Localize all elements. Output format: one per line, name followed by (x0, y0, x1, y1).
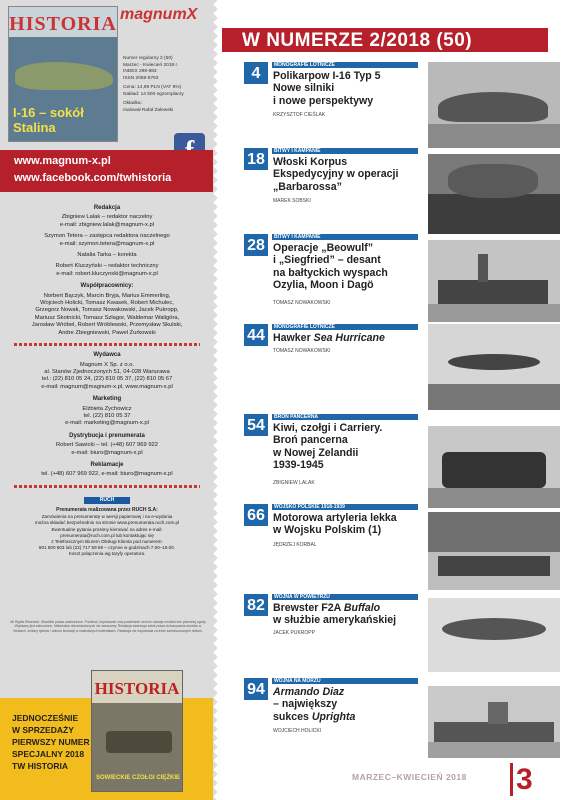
facebook-link[interactable]: www.facebook.com/twhistoria (14, 172, 172, 184)
page-number-footer: 3 (516, 763, 533, 796)
article-author: MAREK SOBSKI (273, 198, 311, 204)
article-author: TOMASZ NOWAKOWSKI (273, 300, 331, 306)
article-title: Włoski Korpus Ekspedycyjny w operacji „Barbarossa” (273, 156, 399, 193)
article-author: KRZYSZTOF CIEŚLAK (273, 112, 326, 118)
contents-header: W NUMERZE 2/2018 (50) (222, 28, 548, 52)
special-issue-cover (91, 670, 183, 792)
article-author: JĘDRZEJ KORBAL (273, 542, 317, 548)
page-number: 18 (244, 148, 268, 170)
article-title: Armando Diaz – największy sukces Uprighta (273, 686, 356, 723)
article-title: Hawker Sea Hurricane (273, 332, 385, 344)
toc-entry[interactable] (244, 594, 564, 674)
article-photo (428, 686, 560, 758)
toc-entry[interactable] (244, 504, 564, 588)
page-number: 44 (244, 324, 268, 346)
article-photo (428, 154, 560, 234)
magazine-cover (8, 6, 118, 142)
promo-text: JEDNOCZEŚNIE W SPRZEDAŻY PIERWSZY NUMER SPECJALNY 2018 TW HISTORIA (12, 713, 90, 771)
article-photo (428, 62, 560, 148)
article-photo (428, 240, 560, 322)
legal-notice: All Rights Reserved. Wszelkie prawa zastrzeżone. Przedruk, kopiowanie oraz powielanie na inne rodzaje mediów bez pisemnej zgody Wydawcy jest zabronione. Materiałów niezamówionych nie zwracamy. Redakcja zastrzega sobie prawo dokonywania skrótów w tekstach, zmiany tytułów i doboru ilustracji w nadesłanych materiałach. Redakcja nie odpowiada za treść zamieszczanych reklam. (10, 620, 206, 633)
category-label: BROŃ PANCERNA (272, 414, 418, 420)
article-photo (428, 324, 560, 410)
page-number: 82 (244, 594, 268, 616)
divider (14, 343, 200, 346)
page-number: 54 (244, 414, 268, 436)
page-number: 4 (244, 62, 268, 84)
article-author: TOMASZ NOWAKOWSKI (273, 348, 331, 354)
links-bar (0, 150, 213, 192)
category-label: MONOGRAFIE LOTNICZE (272, 62, 418, 68)
article-author: ZBIGNIEW LALAK (273, 480, 315, 486)
page-number: 28 (244, 234, 268, 256)
issue-date: MARZEC–KWIECIEŃ 2018 (352, 772, 467, 782)
publisher-logo: magnumX (120, 6, 198, 23)
article-title: Kiwi, czołgi i Carriery. Broń pancerna w Nowej Zelandii 1939-1945 (273, 422, 383, 471)
ruch-logo: RUCH (84, 497, 130, 504)
special-cover-title: SOWIECKIE CZOŁGI CIĘŻKIE (96, 775, 181, 781)
article-author: WOJCIECH HOLICKI (273, 728, 322, 734)
category-label: BITWY I KAMPANIE (272, 148, 418, 154)
website-link[interactable]: www.magnum-x.pl (14, 155, 111, 167)
article-title: Polikarpow I-16 Typ 5 Nowe silniki i nowe perspektywy (273, 70, 381, 107)
article-photo (428, 598, 560, 672)
zigzag-edge (213, 0, 222, 800)
toc-entry[interactable] (244, 62, 564, 154)
article-photo (428, 426, 560, 508)
article-title: Motorowa artyleria lekka w Wojsku Polskim (1) (273, 512, 397, 537)
special-cover-tank-image (106, 731, 172, 753)
page-number: 94 (244, 678, 268, 700)
category-label: WOJSKO POLSKIE 1918-1939 (272, 504, 418, 510)
staff-credits: Redakcja Zbigniew Lalak – redaktor naczelny e-mail: zbigniew.lalak@magnum-x.pl Szymon Tetera – zastępca redaktora naczelnego e-mail: szymon.tetera@magnum-x.pl Natalia Tarka – korekta Robert Kluczyński – redaktor techniczny e-mail: robert.kluczynski@magnum-x.pl Współpracownicy: Norbert Bączyk, Marcin Bryja, Marius Emmerling, Wojciech Holicki, Tomasz Kwasek, Robert Michulec, Grzegorz Nowak, Tomasz Nowakowski, Jacek Pukropp, Mariusz Skotnicki, Tomasz Szlagor, Waldemar Waligóra, Jarosław Wróbel, Robert Wróblewski, Przemysław Skulski, Andre Zbiegniewski, Paweł Żurkowski Wydawca Magnum X Sp. z o.o. al. Stanów Zjednoczonych 51, 04-028 Warszawa tel.: (22) 810 05 24, (22) 810 05 37, (22) 810 05 67 e-mail: magnum@magnum-x.pl, www.magnum-x.pl Marketing Elżbieta Zychowicz tel. (22) 810 05 37 e-mail: marketing@magnum-x.pl Dystrybucja i prenumerata Robert Sawicki – tel. (+48) 607 969 922 e-mail: biuro@magnum-x.pl Reklamacje tel. (+48) 607 969 922, e-mail: biuro@magnum-x.pl RUCH Prenumerata realizowana przez RUCH S.A: Zamówienia na prenumeratę w wersji papierowej i na e-wydania można składać bezpośrednio na stronie www.prenumerata.ruch.com.pl Ewentualne pytania prosimy kierować na adres e-mail: prenumerata@ruch.com.pl lub kontaktując się z Telefonicznym Biurem Obsługi Klienta pod numerem: 801 800 803 lub (22) 717 59 59 – czynne w godzinach 7.00–18.00. Koszt połączenia wg taryfy operatora. (4, 200, 210, 558)
toc-entry[interactable] (244, 678, 564, 764)
cover-plane-image (15, 62, 113, 90)
article-title: Operacje „Beowulf” i „Siegfried” – desant na bałtyckich wyspach Ozylia, Moon i Dagö (273, 242, 388, 291)
cover-masthead: HISTORIA (9, 7, 117, 37)
category-label: BITWY I KAMPANIE (272, 234, 418, 240)
special-cover-masthead: HISTORIA (92, 671, 182, 703)
category-label: WOJNA W POWIETRZU (272, 594, 418, 600)
page-number-bar (510, 763, 513, 796)
article-title: Brewster F2A Buffalo w służbie amerykańskiej (273, 602, 397, 627)
toc-entry[interactable] (244, 234, 564, 326)
category-label: WOJNA NA MORZU (272, 678, 418, 684)
toc-entry[interactable] (244, 414, 564, 508)
cover-title: I-16 – sokół Stalina (13, 105, 84, 135)
category-label: MONOGRAFIE LOTNICZE (272, 324, 418, 330)
toc-entry[interactable] (244, 148, 564, 238)
publication-info: Numer regularny 2 (50) Marzec - Kwiecień 2018 r. INDEX 298-883 ISSN 2069-5763 Cena: 14,99 PLN (VAT 8%) Nakład: 14 500 egzemplarzy Okładka: malował Rafał Zalewski (123, 56, 184, 113)
article-author: JACEK PUKROPP (273, 630, 315, 636)
article-photo (428, 512, 560, 590)
divider (14, 485, 200, 488)
toc-entry[interactable] (244, 324, 564, 412)
page-number: 66 (244, 504, 268, 526)
